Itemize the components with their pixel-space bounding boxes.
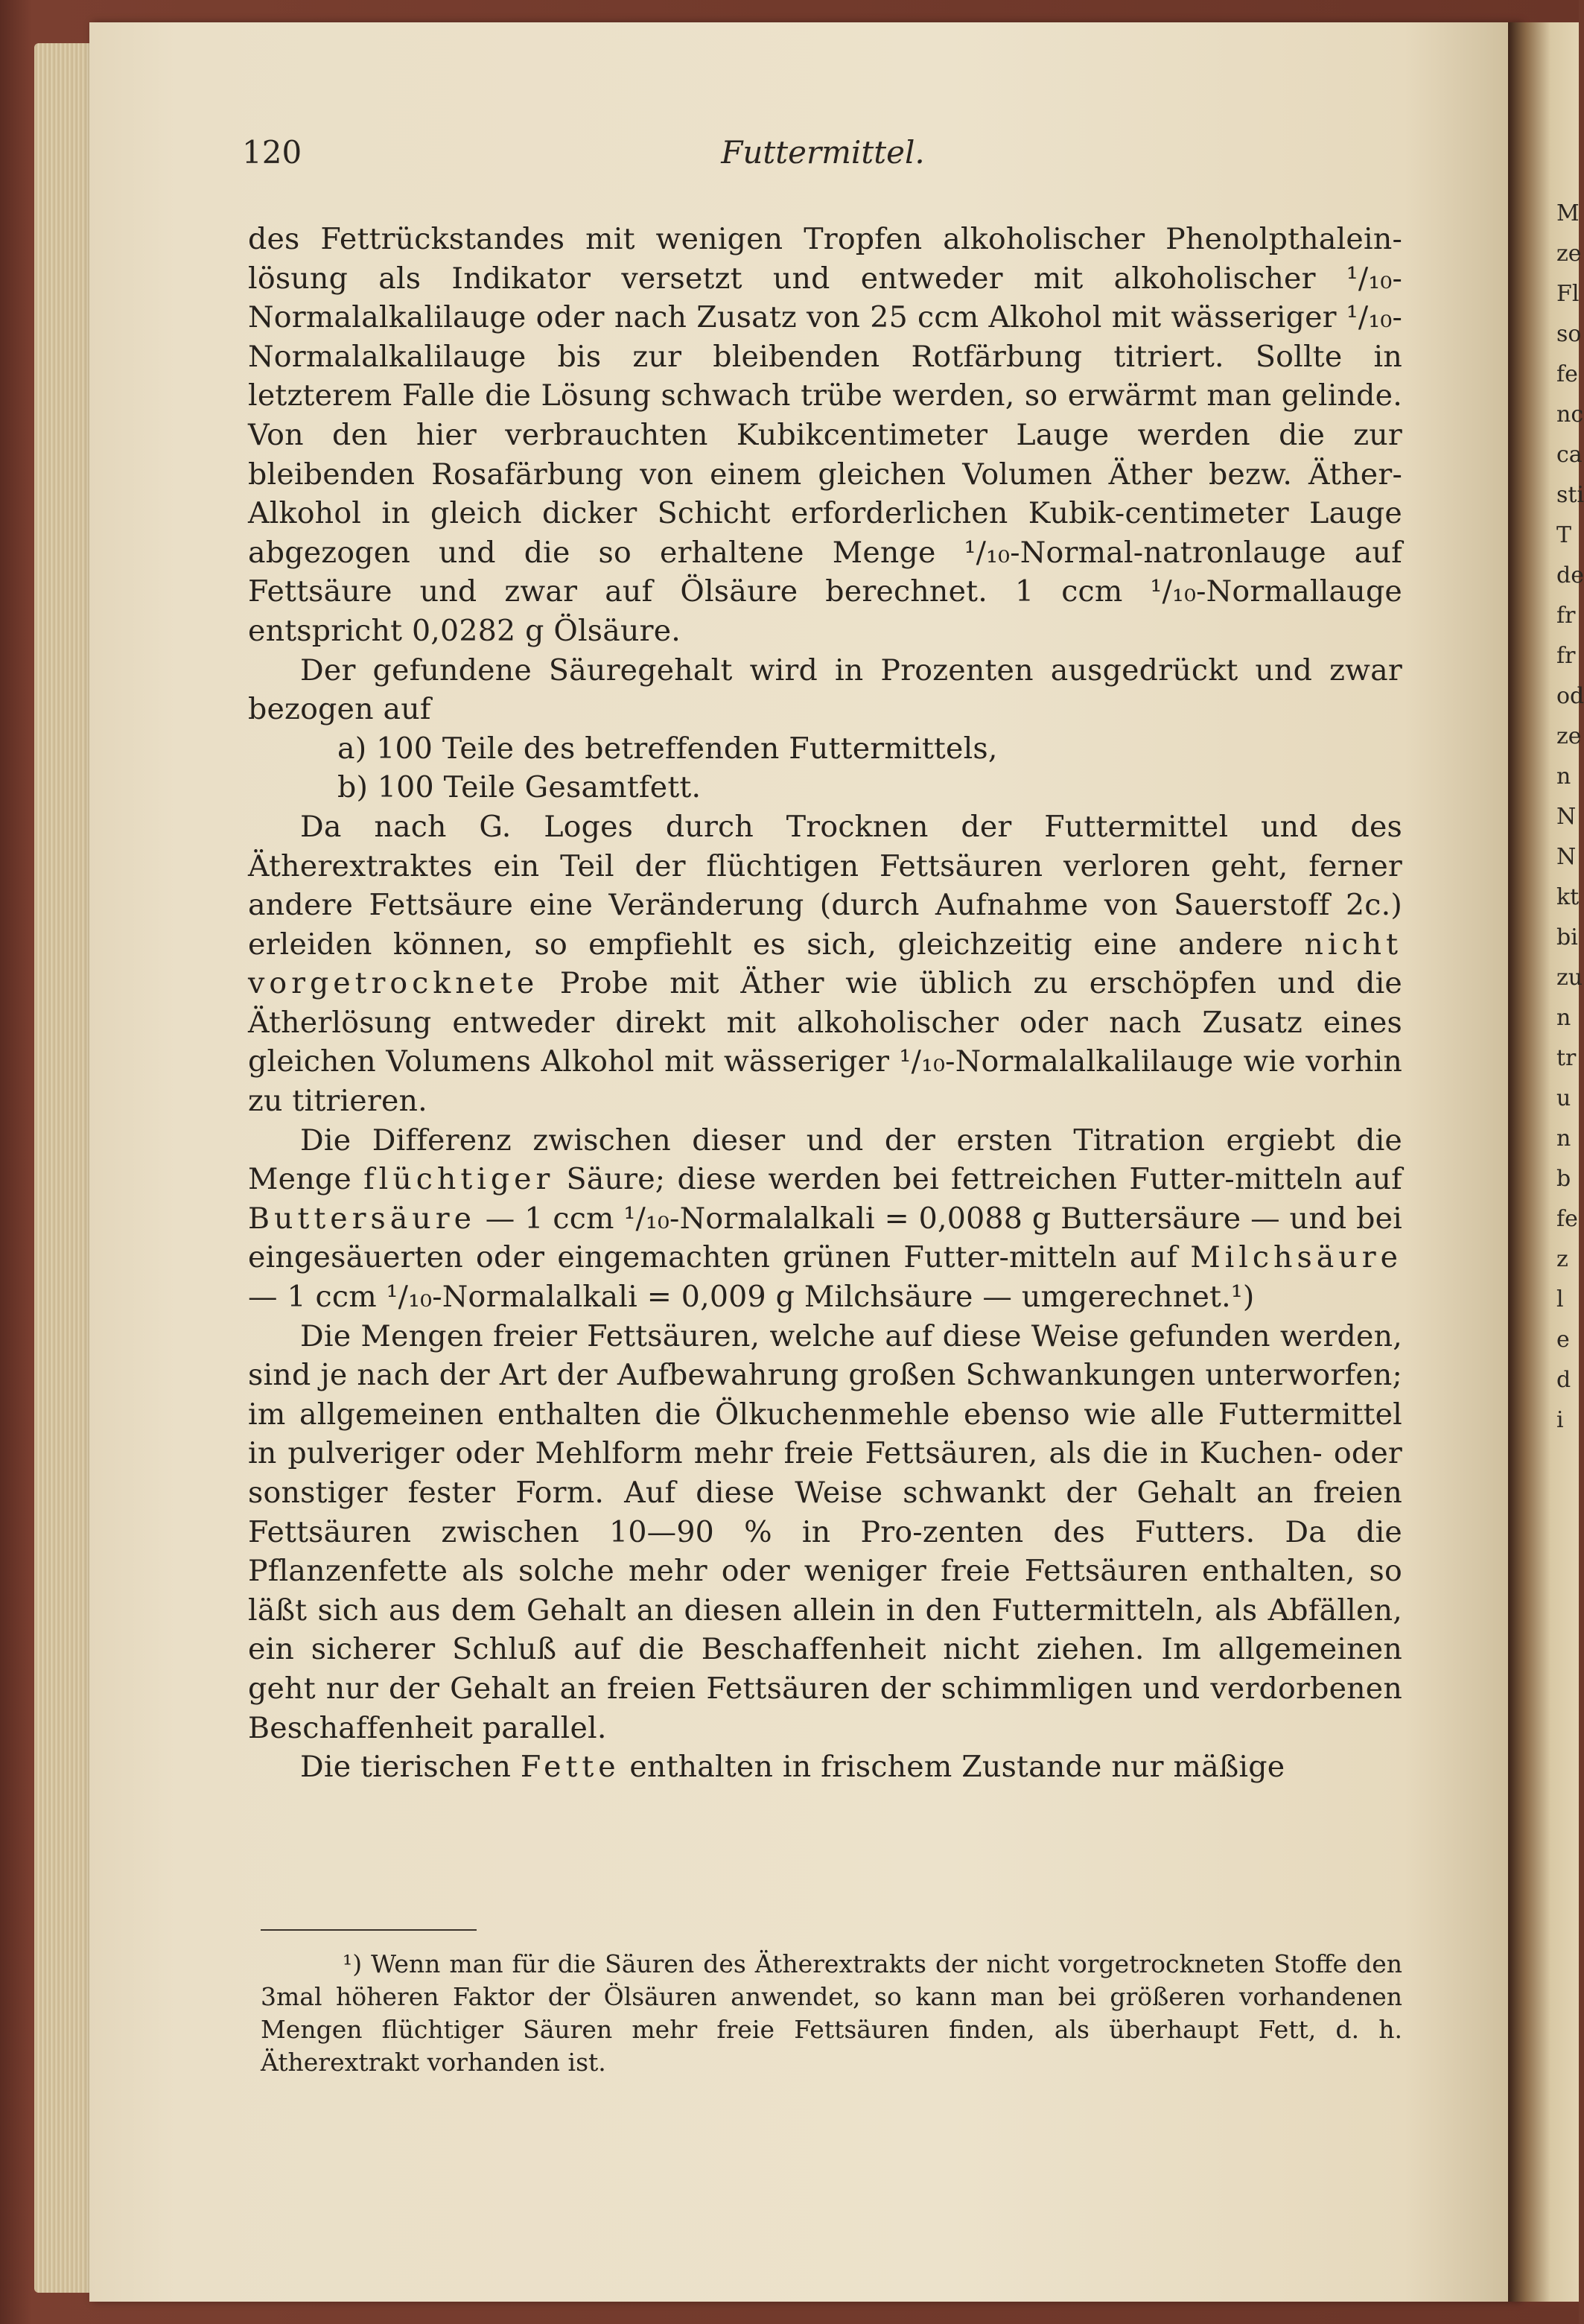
- text-run: Der gefundene Säuregehalt wird in Prozenten ausgedrückt und zwar bezogen auf: [248, 653, 1402, 727]
- list-item: [248, 729, 1402, 769]
- running-title: Futtermittel.: [721, 134, 925, 171]
- text-run: b) 100 Teile Gesamtfett.: [337, 770, 702, 805]
- footnote: [261, 1948, 1402, 2079]
- text-run: a) 100 Teile des betreffenden Futtermittels,: [337, 731, 998, 766]
- text-run: Die tierischen: [300, 1750, 521, 1785]
- text-run: des Fettrückstandes mit wenigen Tropfen alkoholischer Phenolpthalein-lösung als Indikator versetzt und entweder mit alkoholischer ¹/₁₀-Normalalkalilauge oder nach Zusatz von 25 ccm Alkohol mit wässeriger ¹/₁₀-Normalalkalilauge bis zur bleibenden Rotfärbung titriert. Sollte in letzterem Falle die Lösung schwach trübe werden, so erwärmt man gelinde. Von den hier verbrauchten Kubikcentimeter Lauge werden die zur bleibenden Rosafärbung von einem gleichen Volumen Äther bezw. Äther-Alkohol in gleich dicker Schicht erforderlichen Kubik-centimeter Lauge abgezogen und die so erhaltene Menge ¹/₁₀-Normal-natronlauge auf Fettsäure und zwar auf Ölsäure berechnet. 1 ccm ¹/₁₀-Normallauge entspricht 0,0282 g Ölsäure.: [248, 222, 1402, 648]
- list-item: [248, 768, 1402, 807]
- paragraph: [248, 1121, 1402, 1317]
- next-page-margin: M ze Fl so fe nc ca sti T de fr fr od ze n N N kt bi zu n tr u n b fe z l e d i: [1556, 200, 1584, 1433]
- text-run: — 1 ccm ¹/₁₀-Normalalkali = 0,009 g Milchsäure — umgerechnet.¹): [248, 1280, 1255, 1315]
- text-run: Da nach G. Loges durch Trocknen der Futtermittel und des Ätherextraktes ein Teil der flüchtigen Fettsäuren verloren geht, ferner andere Fettsäure eine Veränderung (durch Aufnahme von Sauerstoff 2c.) erleiden können, so empfiehlt es sich, gleichzeitig eine andere: [248, 809, 1402, 962]
- text-run: Probe mit Äther wie üblich zu erschöpfen und die Ätherlösung entweder direkt mit alkoholischer oder nach Zusatz eines gleichen Volumens Alkohol mit wässeriger ¹/₁₀-Normalalkalilauge wie vorhin zu titrieren.: [248, 966, 1402, 1119]
- paragraph: [248, 1317, 1402, 1748]
- spaced-emphasis: flüchtiger: [363, 1162, 555, 1197]
- spaced-emphasis: Milchsäure: [1190, 1240, 1402, 1275]
- text-run: Die Differenz zwischen dieser und der ersten Titration ergiebt die Menge: [248, 1123, 1402, 1197]
- spaced-emphasis: nicht vorgetrocknete: [248, 927, 1402, 1001]
- body-text: [248, 220, 1402, 1787]
- text-run: Säure; diese werden bei fettreichen Futter-mitteln auf: [554, 1162, 1402, 1197]
- spaced-emphasis: Buttersäure: [248, 1201, 476, 1236]
- paragraph: [248, 1747, 1402, 1787]
- text-run: — 1 ccm ¹/₁₀-Normalalkali = 0,0088 g Buttersäure — und bei eingesäuerten oder eingemachten grünen Futter-mitteln auf: [248, 1201, 1402, 1275]
- paragraph: [248, 220, 1402, 651]
- footnote-text: ¹) Wenn man für die Säuren des Ätherextrakts der nicht vorgetrockneten Stoffe den 3mal höheren Faktor der Ölsäuren anwendet, so kann man bei größeren vorhandenen Mengen flüchtiger Säuren mehr freie Fettsäuren finden, als überhaupt Fett, d. h. Ätherextrakt vorhanden ist.: [261, 1949, 1402, 2077]
- page-header: [242, 134, 1404, 186]
- paragraph: [248, 651, 1402, 729]
- page-number: 120: [242, 134, 302, 171]
- text-run: enthalten in frischem Zustande nur mäßige: [620, 1750, 1285, 1785]
- paragraph: [248, 807, 1402, 1121]
- text-run: Die Mengen freier Fettsäuren, welche auf diese Weise gefunden werden, sind je nach der Art der Aufbewahrung großen Schwankungen unterworfen; im allgemeinen enthalten die Ölkuchenmehle ebenso wie alle Futtermittel in pulveriger oder Mehlform mehr freie Fettsäuren, als die in Kuchen- oder sonstiger fester Form. Auf diese Weise schwankt der Gehalt an freien Fettsäuren zwischen 10—90 % in Pro-zenten des Futters. Da die Pflanzenfette als solche mehr oder weniger freie Fettsäuren enthalten, so läßt sich aus dem Gehalt an diesen allein in den Futtermitteln, als Abfällen, ein sicherer Schluß auf die Beschaffenheit nicht ziehen. Im allgemeinen geht nur der Gehalt an freien Fettsäuren der schimmligen und verdorbenen Beschaffenheit parallel.: [248, 1318, 1402, 1745]
- spaced-emphasis: Fette: [520, 1750, 620, 1785]
- footnote-rule: [261, 1929, 477, 1931]
